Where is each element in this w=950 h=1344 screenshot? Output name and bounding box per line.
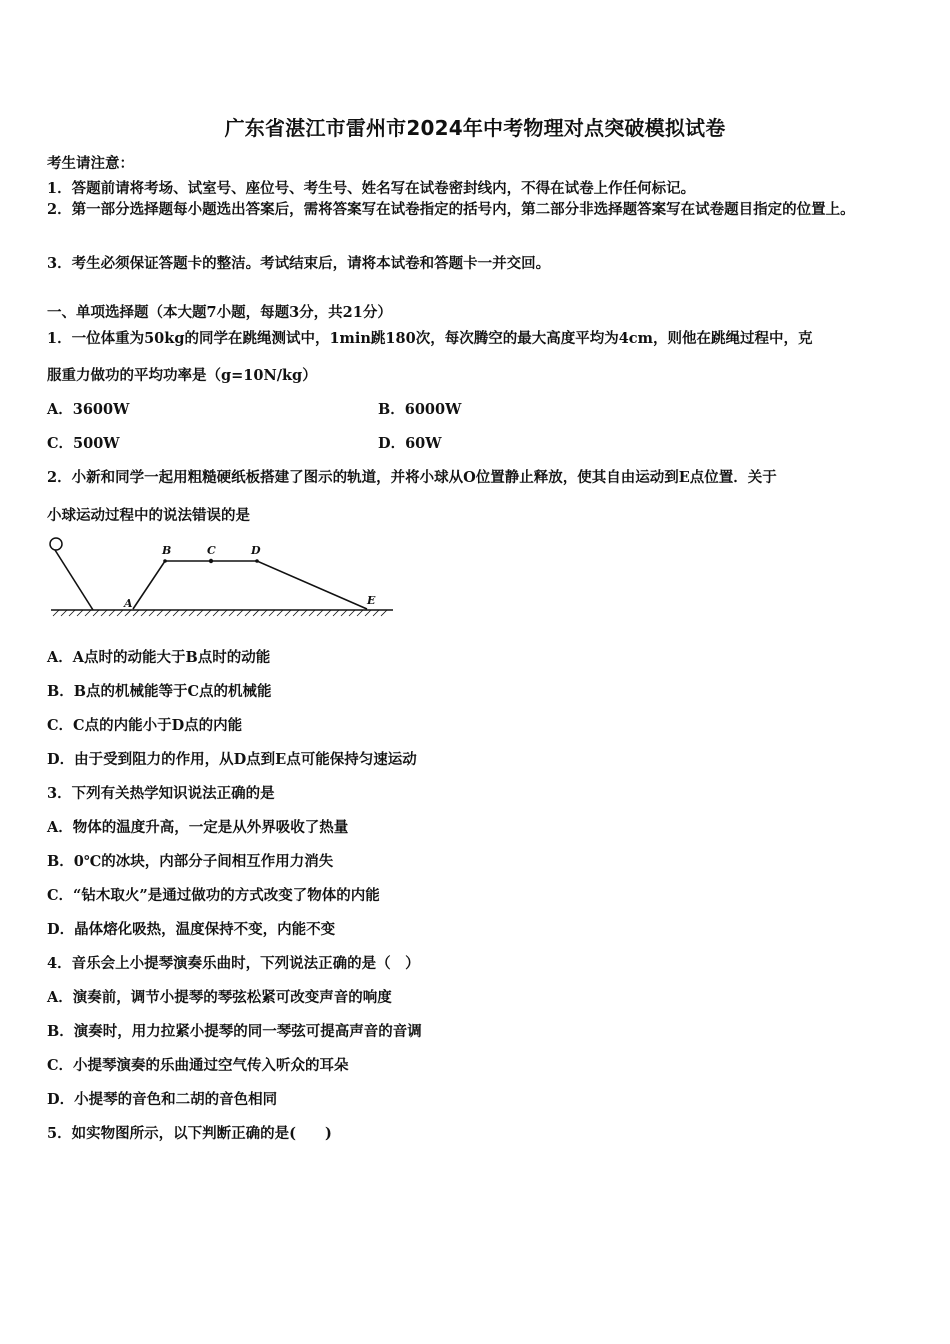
ball	[50, 538, 62, 550]
label-a: A	[124, 597, 133, 610]
q3-option-d: D．晶体熔化吸热，温度保持不变，内能不变	[47, 921, 336, 938]
q1-stem-line2: 服重力做功的平均功率是（g=10N/kg）	[47, 367, 317, 384]
q4-option-b: B．演奏时，用力拉紧小提琴的同一琴弦可提高声音的音调	[47, 1023, 422, 1040]
q2-option-b: B．B点的机械能等于C点的机械能	[47, 683, 272, 700]
point-c	[209, 559, 213, 563]
start-ramp	[55, 550, 93, 610]
q3-option-a: A．物体的温度升高，一定是从外界吸收了热量	[47, 819, 349, 836]
notice-item-2: 2．第一部分选择题每小题选出答案后，需将答案写在试卷指定的括号内，第二部分非选择题答案写在试卷题目指定的位置上。	[47, 201, 855, 218]
q2-option-a: A．A点时的动能大于B点时的动能	[47, 649, 271, 666]
q1-option-d: D．60W	[378, 435, 442, 452]
q4-option-d: D．小提琴的音色和二胡的音色相同	[47, 1091, 278, 1108]
notice-heading: 考生请注意：	[47, 155, 134, 172]
q1-option-c: C．500W	[47, 435, 120, 452]
label-e: E	[367, 594, 376, 607]
q2-stem-line1: 2．小新和同学一起用粗糙硬纸板搭建了图示的轨道，并将小球从O位置静止释放，使其自由运动到E点位置．关于	[47, 469, 777, 486]
track	[133, 561, 367, 609]
q4-option-a: A．演奏前，调节小提琴的琴弦松紧可改变声音的响度	[47, 989, 392, 1006]
q1-option-b: B．6000W	[378, 401, 462, 418]
q2-option-c: C．C点的内能小于D点的内能	[47, 717, 243, 734]
notice-item-1: 1．答题前请将考场、试室号、座位号、考生号、姓名写在试卷密封线内，不得在试卷上作任何标记。	[47, 180, 696, 197]
q2-option-d: D．由于受到阻力的作用，从D点到E点可能保持匀速运动	[47, 751, 417, 768]
label-b: B	[162, 544, 172, 557]
notice-item-3: 3．考生必须保证答题卡的整洁。考试结束后，请将本试卷和答题卡一并交回。	[47, 255, 551, 272]
q1-stem-line1: 1．一位体重为50kg的同学在跳绳测试中，1min跳180次，每次腾空的最大高度平均为4cm，则他在跳绳过程中，克	[47, 330, 813, 347]
point-b	[163, 559, 167, 563]
ground-hatching	[53, 610, 387, 616]
page-title: 广东省湛江市雷州市2024年中考物理对点突破模拟试卷	[224, 116, 726, 140]
point-d	[255, 559, 259, 563]
track-diagram	[45, 532, 400, 622]
q1-option-a: A．3600W	[47, 401, 130, 418]
section-heading: 一、单项选择题（本大题7小题，每题3分，共21分）	[47, 304, 392, 321]
q4-stem: 4．音乐会上小提琴演奏乐曲时，下列说法正确的是（ ）	[47, 955, 420, 972]
q3-option-c: C．“钻木取火”是通过做功的方式改变了物体的内能	[47, 887, 380, 904]
label-d: D	[251, 544, 261, 557]
q3-option-b: B．0℃的冰块，内部分子间相互作用力消失	[47, 853, 334, 870]
q2-stem-line2: 小球运动过程中的说法错误的是	[47, 507, 250, 524]
q5-stem: 5．如实物图所示，以下判断正确的是( )	[47, 1125, 332, 1142]
label-c: C	[207, 544, 216, 557]
q3-stem: 3．下列有关热学知识说法正确的是	[47, 785, 275, 802]
q4-option-c: C．小提琴演奏的乐曲通过空气传入听众的耳朵	[47, 1057, 349, 1074]
